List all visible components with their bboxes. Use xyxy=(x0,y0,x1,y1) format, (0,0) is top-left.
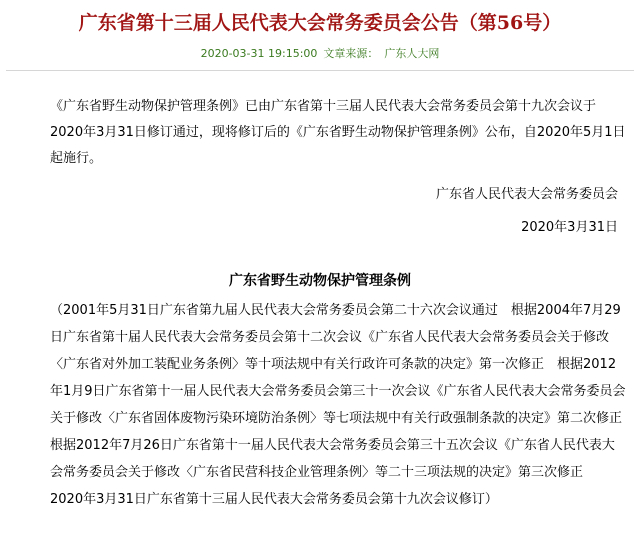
law-history: （2001年5月31日广东省第九届人民代表大会常务委员会第二十六次会议通过 根据2004年7月29日广东省第十届人民代表大会常务委员会第十二次会议《广东省人民代表大会常务委员会关于修改〈广东省对外加工装配业务条例〉等十项法规中有关行政许可条款的决定》第一次修正 根据2012年1月9日广东省第十一届人民代表大会常务委员会第三十一次会议《广东省人民代表大会常务委员会关于修改〈广东省固体废物污染环境防治条例〉等七项法规中有关行政强制条款的决定》第二次修正 根据2012年7月26日广东省第十一届人民代表大会常务委员会第三十五次会议《广东省人民代表大会常务委员会关于修改〈广东省民营科技企业管理条例〉等二十三项法规的决定》第三次修正 2020年3月31日广东省第十三届人民代表大会常务委员会第十九次会议修订） xyxy=(50,303,636,507)
announcement-signature xyxy=(436,178,618,244)
issuer: 广东省人民代表大会常务委员会 xyxy=(435,187,618,202)
article-title: 广东省第十三届人民代表大会常务委员会公告（第56号） xyxy=(78,12,562,34)
source-label: 文章来源： xyxy=(323,47,379,60)
issue-date: 2020年3月31日 xyxy=(521,220,618,235)
publish-date: 2020-03-31 19:15:00 xyxy=(200,47,318,60)
source-link[interactable]: 广东人大网 xyxy=(384,47,440,60)
article-meta xyxy=(0,45,640,63)
announcement-body: 《广东省野生动物保护管理条例》已由广东省第十三届人民代表大会常务委员会第十九次会议于2020年3月31日修订通过，现将修订后的《广东省野生动物保护管理条例》公布，自2020年5月1日起施行。 xyxy=(50,99,626,166)
law-title: 广东省野生动物保护管理条例 xyxy=(229,273,411,289)
title-divider xyxy=(6,70,634,71)
